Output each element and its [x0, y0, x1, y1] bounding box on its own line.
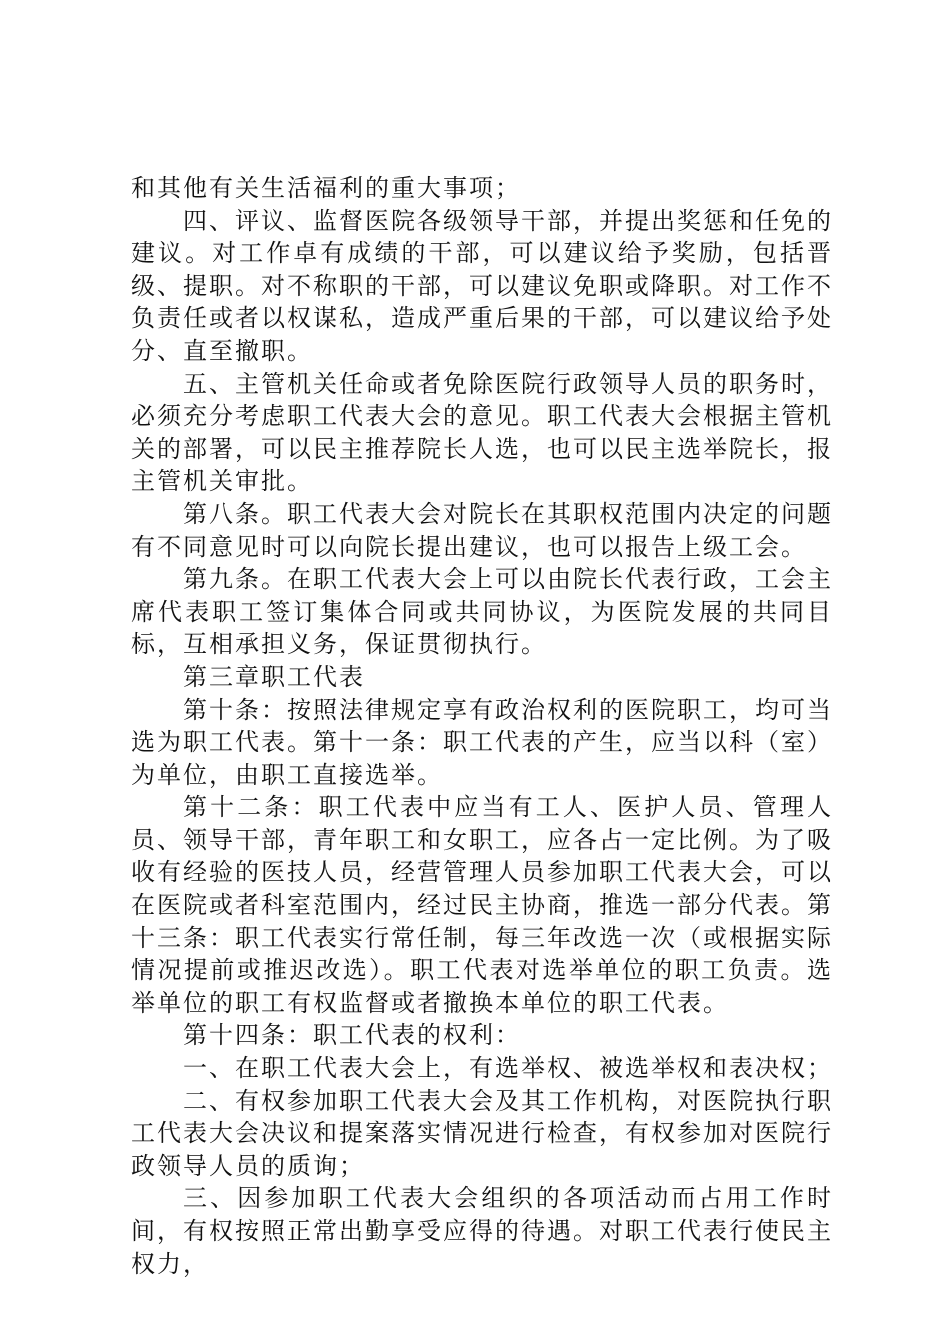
paragraph: 第十四条：职工代表的权利：: [183, 1021, 521, 1050]
chapter-heading: 第三章职工代表: [183, 662, 365, 691]
paragraph: 第十二条：职工代表中应当有工人、医护人员、管理人员、领导干部，青年职工和女职工，应各占一定比例。为了吸收有经验的医技人员，经营管理人员参加职工代表大会，可以在医院或者科室范围内，经过民主协商，推选一部分代表。第十三条：职工代表实行常任制，每三年改选一次（或根据实际情况提前或推迟改选）。职工代表对选举单位的职工负责。选举单位的职工有权监督或者撤换本单位的职工代表。: [131, 793, 833, 1017]
paragraph: 四、评议、监督医院各级领导干部，并提出奖惩和任免的建议。对工作卓有成绩的干部，可以建议给予奖励，包括晋级、提职。对不称职的干部，可以建议免职或降职。对工作不负责任或者以权谋私，造成严重后果的干部，可以建议给予处分、直至撤职。: [131, 206, 833, 365]
document-body: [131, 172, 833, 1280]
paragraph: 第十条：按照法律规定享有政治权利的医院职工，均可当选为职工代表。第十一条：职工代表的产生，应当以科（室）为单位，由职工直接选举。: [131, 695, 833, 789]
paragraph: 五、主管机关任命或者免除医院行政领导人员的职务时，必须充分考虑职工代表大会的意见。职工代表大会根据主管机关的部署，可以民主推荐院长人选，也可以民主选举院长，报主管机关审批。: [131, 369, 833, 496]
paragraph: 一、在职工代表大会上，有选举权、被选举权和表决权；: [183, 1054, 833, 1083]
paragraph: 第八条。职工代表大会对院长在其职权范围内决定的问题有不同意见时可以向院长提出建议，也可以报告上级工会。: [131, 499, 833, 561]
paragraph: 二、有权参加职工代表大会及其工作机构，对医院执行职工代表大会决议和提案落实情况进行检查，有权参加对医院行政领导人员的质询；: [131, 1086, 833, 1180]
paragraph: 和其他有关生活福利的重大事项；: [131, 174, 521, 202]
paragraph: 第九条。在职工代表大会上可以由院长代表行政，工会主席代表职工签订集体合同或共同协议，为医院发展的共同目标，互相承担义务，保证贯彻执行。: [131, 565, 833, 659]
paragraph: 三、因参加职工代表大会组织的各项活动而占用工作时间，有权按照正常出勤享受应得的待遇。对职工代表行使民主权力，: [131, 1184, 833, 1278]
